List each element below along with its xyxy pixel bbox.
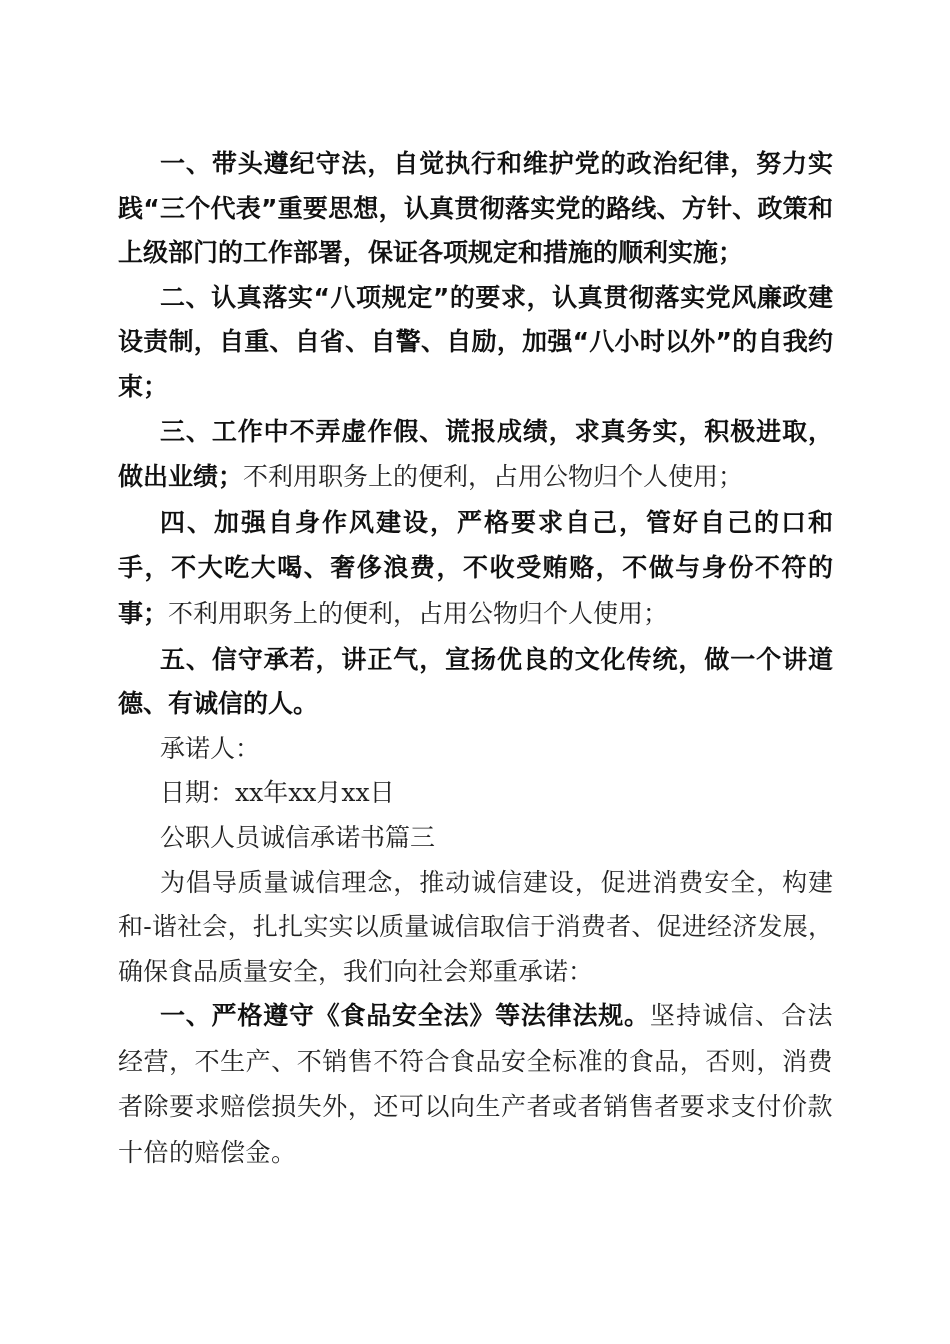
- pledge-item-5: 五、信守承若，讲正气，宣扬优良的文化传统，做一个讲道德、有诚信的人。: [118, 644, 833, 719]
- food-pledge-item-1-normal: 坚持诚信、合法经营，不生产、不销售不符合食品安全标准的食品，否则，消费者除要求赔偿损失外，还可以向生产者或者销售者要求支付价款十倍的赔偿金。: [118, 1001, 833, 1168]
- date-line: 日期：xx年xx月xx日: [160, 778, 395, 808]
- pledge-item-1: 一、带头遵纪守法，自觉执行和维护党的政治纪律，努力实践“三个代表”重要思想，认真贯彻落实党的路线、方针、政策和上级部门的工作部署，保证各项规定和措施的顺利实施；: [118, 149, 833, 268]
- pledge-item-4: [118, 501, 833, 638]
- intro-paragraph: 为倡导质量诚信理念，推动诚信建设，促进消费安全，构建和-谐社会，扎扎实实以质量诚信取信于消费者、促进经济发展，确保食品质量安全，我们向社会郑重承诺：: [118, 867, 833, 986]
- pledge-item-3-bold: 三、工作中不弄虚作假、谎报成绩，求真务实，积极进取，做出业绩；: [118, 416, 833, 492]
- food-pledge-item-1: [118, 994, 833, 1176]
- pledge-item-2: 二、认真落实“八项规定”的要求，认真贯彻落实党风廉政建设责制，自重、自省、自警、自励，加强“八小时以外”的自我约束；: [118, 282, 833, 401]
- section-title: 公职人员诚信承诺书篇三: [160, 822, 436, 852]
- pledge-item-4-bold: 四、加强自身作风建设，严格要求自己，管好自己的口和手，不大吃大喝、奢侈浪费，不收受贿赂，不做与身份不符的事；: [118, 507, 833, 628]
- pledge-item-3: [118, 410, 833, 501]
- pledge-item-3-normal: 不利用职务上的便利，占用公物归个人使用；: [243, 462, 744, 492]
- food-pledge-item-1-bold: 一、严格遵守《食品安全法》等法律法规。: [160, 1001, 650, 1031]
- document-body: [118, 142, 833, 1177]
- signer-label: 承诺人：: [160, 733, 261, 763]
- pledge-item-4-normal: 不利用职务上的便利，占用公物归个人使用；: [168, 598, 669, 628]
